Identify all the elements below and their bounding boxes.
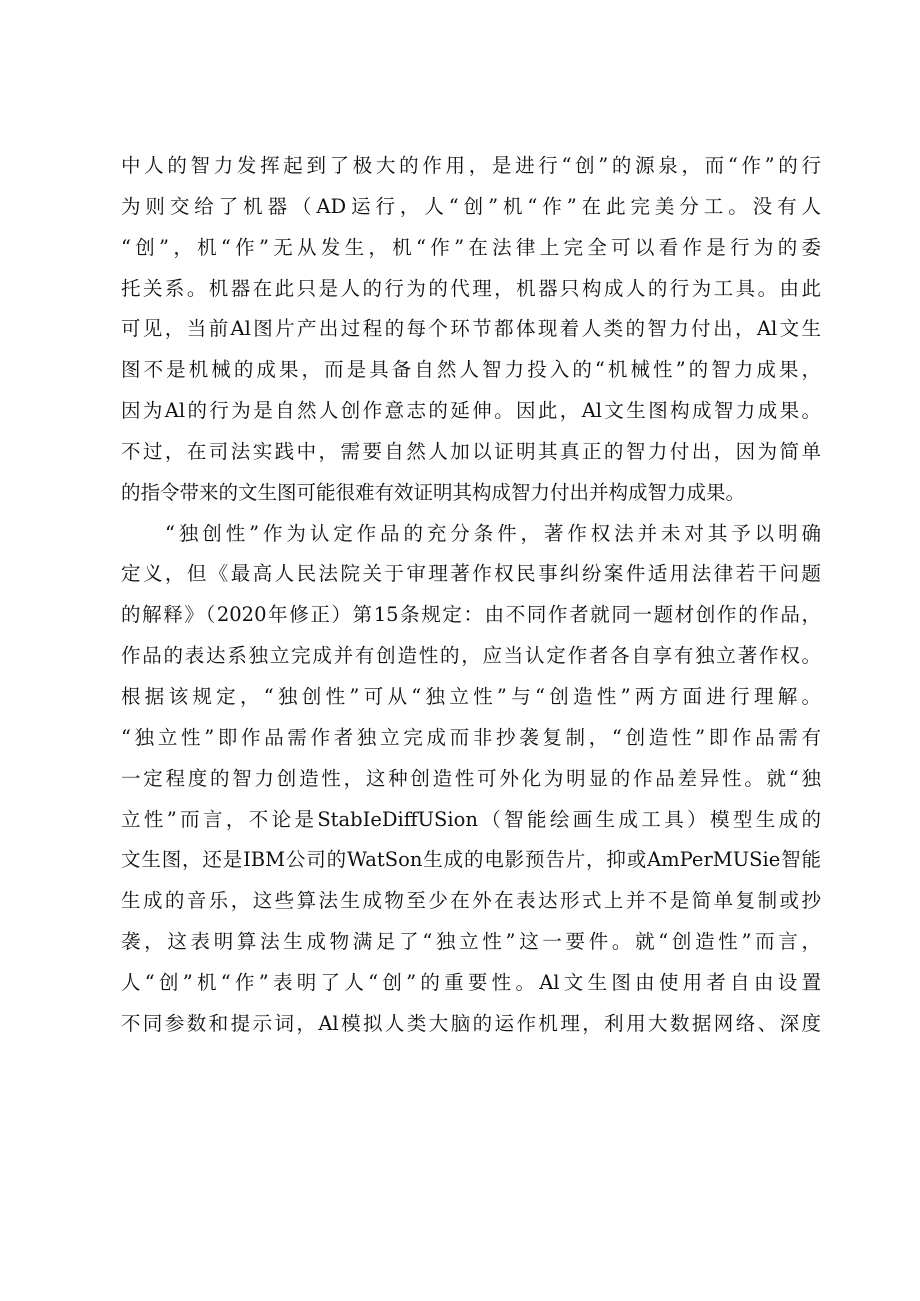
text-line: 不同参数和提示词，Al模拟人类大脑的运作机理，利用大数据网络、深度 — [121, 1011, 821, 1035]
text-line: 作品的表达系独立完成并有创造性的，应当认定作者各自享有独立著作权。 — [121, 644, 821, 668]
text-line: 文生图，还是IBM公司的WatSon生成的电影预告片，抑或AmPerMUSie智能 — [121, 848, 821, 872]
text-line: 定义，但《最高人民法院关于审理著作权民事纠纷案件适用法律若干问题 — [121, 562, 821, 586]
text-line: 因为Al的行为是自然人创作意志的延伸。因此，Al文生图构成智力成果。 — [121, 399, 821, 423]
text-line: 为则交给了机器（AD运行，人“创”机“作”在此完美分工。没有人 — [121, 194, 821, 218]
paragraph-first-line: “独创性”作为认定作品的充分条件，著作权法并未对其予以明确 — [165, 521, 821, 545]
text-line: “独立性”即作品需作者独立完成而非抄袭复制，“创造性”即作品需有 — [121, 725, 821, 749]
text-line: 生成的音乐，这些算法生成物至少在外在表达形式上并不是简单复制或抄 — [121, 889, 821, 913]
text-line: 的指令带来的文生图可能很难有效证明其构成智力付出并构成智力成果。 — [121, 480, 746, 504]
text-line: 人“创”机“作”表明了人“创”的重要性。Al文生图由使用者自由设置 — [121, 970, 821, 994]
text-line: 的解释》（2020年修正）第15条规定：由不同作者就同一题材创作的作品， — [121, 603, 821, 627]
text-line: “创”，机“作”无从发生，机“作”在法律上完全可以看作是行为的委 — [121, 235, 821, 259]
text-line: 可见，当前Al图片产出过程的每个环节都体现着人类的智力付出，Al文生 — [121, 317, 821, 341]
text-line: 一定程度的智力创造性，这种创造性可外化为明显的作品差异性。就“独 — [121, 766, 821, 790]
body-text — [121, 146, 821, 1045]
text-line: 中人的智力发挥起到了极大的作用，是进行“创”的源泉，而“作”的行 — [121, 154, 821, 177]
text-line: 袭，这表明算法生成物满足了“独立性”这一要件。就“创造性”而言， — [121, 930, 821, 954]
text-line: 根据该规定，“独创性”可从“独立性”与“创造性”两方面进行理解。 — [121, 684, 821, 708]
text-line: 立性”而言，不论是StabIeDiffUSion（智能绘画生成工具）模型生成的 — [121, 807, 821, 831]
text-line: 不过，在司法实践中，需要自然人加以证明其真正的智力付出，因为简单 — [121, 439, 821, 463]
text-line: 图不是机械的成果，而是具备自然人智力投入的“机械性”的智力成果， — [121, 358, 821, 382]
text-line: 托关系。机器在此只是人的行为的代理，机器只构成人的行为工具。由此 — [121, 276, 821, 300]
